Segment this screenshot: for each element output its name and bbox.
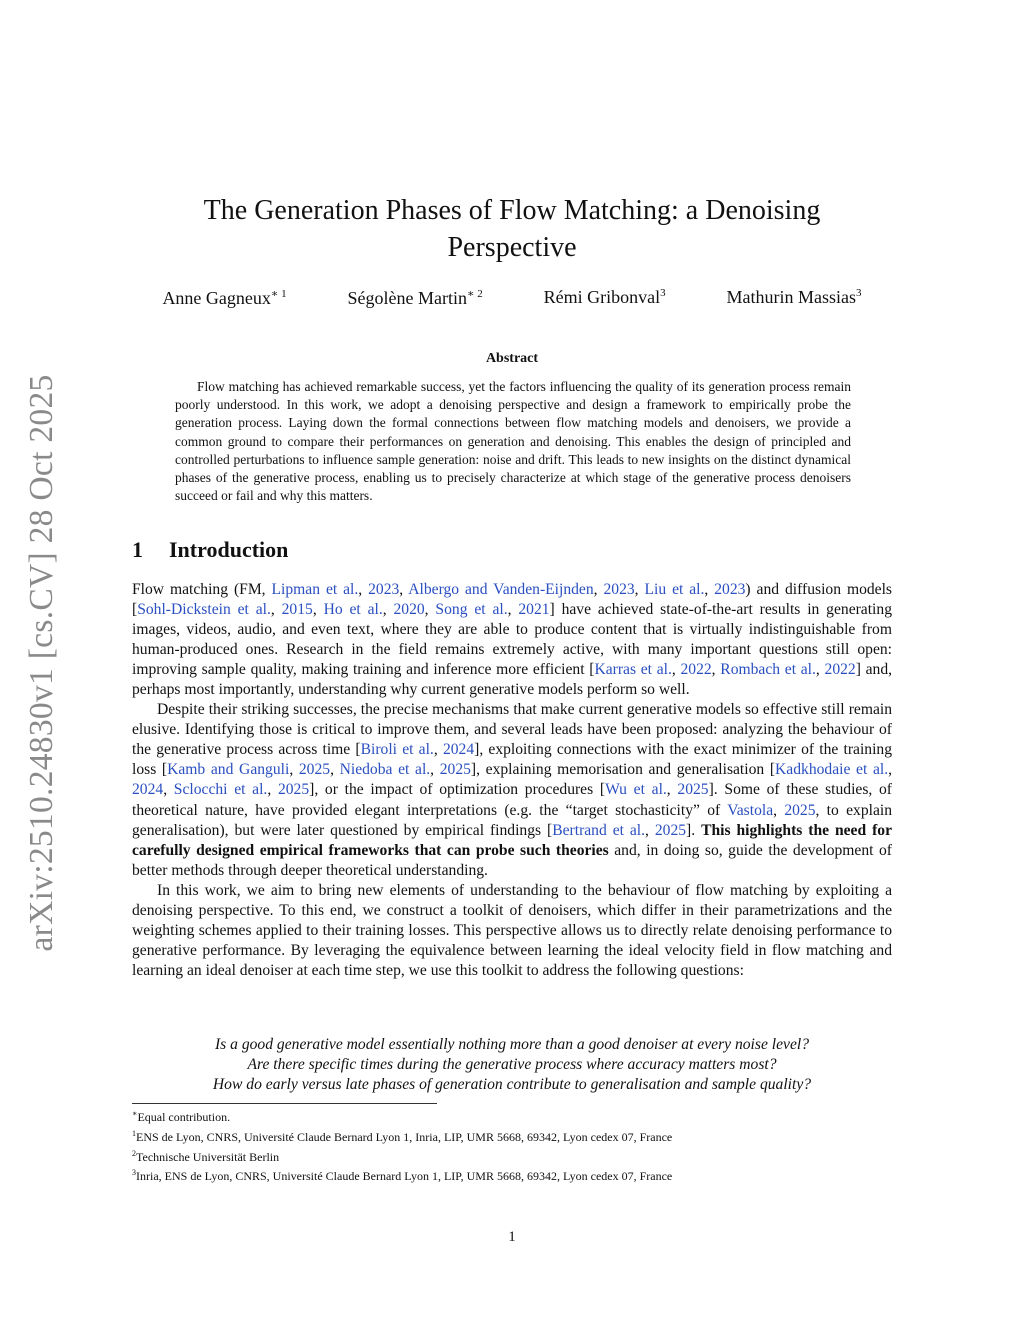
footnote: $^2$Technische Universität Berlin <box>132 1148 280 1164</box>
text-run: , <box>330 761 340 779</box>
paragraph <box>132 700 892 880</box>
bold-text: This highlights the need for carefully designed empirical frameworks that can probe such theories <box>132 821 892 859</box>
citation-link[interactable]: Niedoba et al. <box>339 761 431 779</box>
text-run: , <box>815 661 825 679</box>
paragraph <box>132 580 892 700</box>
citation-link[interactable]: Song et al. <box>435 601 508 619</box>
citation-link[interactable]: Lipman et al. <box>271 581 359 598</box>
footnote-divider <box>132 1103 437 1104</box>
text-run: ] and, perhaps most importantly, understanding why current generative models perform so well. <box>132 661 893 699</box>
text-run: , to explain generalisation), but were later questioned by empirical findings [ <box>132 801 892 839</box>
body-text <box>132 580 892 981</box>
text-run: , <box>666 781 678 799</box>
author: Ségolène Martin$^{∗ 2}$ <box>347 288 483 308</box>
text-run: ], exploiting connections with the exact minimizer of the training loss [ <box>132 741 893 779</box>
citation-link[interactable]: 2025 <box>439 761 471 779</box>
text-run: , <box>163 781 174 799</box>
abstract-text: Flow matching has achieved remarkable success, yet the factors influencing the quality of its generation process remain poorly understood. In this work, we adopt a denoising perspective and design a framework to empirically probe the generation process. Laying down the formal connections between flow matching models and denoisers, we provide a common ground to compare their performances on generation and denoising. This enables the design of principled and controlled perturbations to influence sample generation: noise and drift. This leads to new insights on the distinct dynamical phases of the generative process, enabling us to precisely characterize at which stage of the generative process denoisers succeed or fail and why this matters. <box>175 379 851 504</box>
text-run: , <box>289 761 299 779</box>
citation-link[interactable]: Liu et al. <box>644 581 705 598</box>
citation-link[interactable]: 2025 <box>654 821 687 839</box>
text-run: Flow matching (FM, <box>132 581 272 598</box>
text-run: , <box>634 581 645 598</box>
text-run: , <box>424 601 436 619</box>
citation-link[interactable]: Sclocchi et al. <box>173 781 268 799</box>
citation-link[interactable]: 2020 <box>393 601 425 619</box>
text-run: , <box>711 661 721 679</box>
text-run: , <box>888 761 893 779</box>
citation-link[interactable]: 2023 <box>368 581 400 598</box>
text-run: , <box>430 761 440 779</box>
citation-link[interactable]: 2024 <box>442 741 475 759</box>
citation-link[interactable]: 2023 <box>603 581 635 598</box>
abstract-heading: Abstract <box>485 351 539 366</box>
citation-link[interactable]: 2023 <box>714 581 746 598</box>
text-run: and, in doing so, guide the development of better methods through deeper theoretical understanding. <box>132 841 892 879</box>
citation-link[interactable]: Karras et al. <box>594 661 672 679</box>
author-list <box>132 287 892 309</box>
text-run: ] have achieved state-of-the-art results in generating images, videos, audio, and even text, where they are able to produce content that is virtually indistinguishable from human-produced ones. Research in the field remains extremely active, with many important questions still open: improving sample quality, making training and inference more efficient [ <box>132 601 892 679</box>
citation-link[interactable]: Kamb and Ganguli <box>167 761 290 779</box>
text-run: , <box>704 581 715 598</box>
citation-link[interactable]: 2021 <box>518 601 550 619</box>
citation-link[interactable]: Wu et al. <box>605 781 667 799</box>
text-run: , <box>267 781 278 799</box>
citation-link[interactable]: Bertrand et al. <box>552 821 646 839</box>
text-run: ], explaining memorisation and generalisation [ <box>470 761 776 779</box>
text-run: , <box>433 741 443 759</box>
citation-link[interactable]: 2015 <box>281 601 313 619</box>
citation-link[interactable]: 2025 <box>277 781 310 799</box>
text-run: ]. Some of these studies, of theoretical nature, have provided elegant interpretations (e.g. the “target stochasticity” of <box>132 781 892 819</box>
text-run: , <box>671 661 681 679</box>
author: Mathurin Massias$^3$ <box>726 287 862 307</box>
footnote: ∗Equal contribution. <box>132 1109 231 1124</box>
text-run: , <box>773 801 785 819</box>
research-questions <box>132 1035 892 1095</box>
citation-link[interactable]: Vastola <box>727 801 774 819</box>
text-run: ], or the impact of optimization procedures [ <box>309 781 606 799</box>
text-run: In this work, we aim to bring new elements of understanding to the behaviour of flow matching by exploiting a denoising perspective. To this end, we construct a toolkit of denoisers, which differ in their parametrizations and the weighting schemes applied to their training losses. This perspective allows us to directly relate denoising performance to generative performance. By leveraging the equivalence between learning the ideal velocity field in flow matching and learning an ideal denoiser at each time step, we use this toolkit to address the following questions: <box>132 881 892 979</box>
text-run: ) and diffusion models [ <box>132 581 892 619</box>
text-run: , <box>270 601 282 619</box>
text-run: ]. <box>686 821 702 839</box>
citation-link[interactable]: Ho et al. <box>323 601 383 619</box>
section-number: 1 <box>132 537 143 562</box>
section-title: Introduction <box>169 537 289 562</box>
citation-link[interactable]: 2024 <box>132 781 164 799</box>
citation-link[interactable]: 2025 <box>298 761 331 779</box>
footnotes <box>132 1106 892 1185</box>
footnote: $^1$ENS de Lyon, CNRS, Université Claude Bernard Lyon 1, Inria, LIP, UMR 5668, 69342, Lyon cedex 07, France <box>132 1128 673 1144</box>
text-run: , <box>382 601 394 619</box>
citation-link[interactable]: Albergo and Vanden-Eijnden <box>408 581 594 598</box>
text-run: , <box>358 581 369 598</box>
citation-link[interactable]: 2025 <box>784 801 816 819</box>
citation-link[interactable]: Kadkhodaie et al. <box>775 761 889 779</box>
citation-link[interactable]: Sohl-Dickstein et al. <box>137 601 271 619</box>
question: Are there specific times during the generative process where accuracy matters most? <box>247 1056 777 1073</box>
citation-link[interactable]: Biroli et al. <box>360 741 434 759</box>
paragraph <box>132 881 892 981</box>
section-heading <box>132 537 288 563</box>
page-number: 1 <box>508 1229 516 1245</box>
citation-link[interactable]: 2022 <box>680 661 712 679</box>
author: Rémi Gribonval$^3$ <box>543 287 666 307</box>
text-run: Despite their striking successes, the precise mechanisms that make current generative models so effective still remain elusive. Identifying those is critical to improve them, and several leads have been proposed: analyzing the behaviour of the generative process across time [ <box>132 701 892 759</box>
text-run: , <box>507 601 519 619</box>
citation-link[interactable]: Rombach et al. <box>720 661 816 679</box>
author: Anne Gagneux$^{∗ 1}$ <box>162 288 287 308</box>
paper-title: The Generation Phases of Flow Matching: a Denoising Perspective <box>203 195 821 263</box>
arxiv-sidebar-stamp: arXiv:2510.24830v1 [cs.CV] 28 Oct 2025 <box>23 374 60 952</box>
citation-link[interactable]: 2022 <box>824 661 856 679</box>
citation-link[interactable]: 2025 <box>677 781 709 799</box>
footnote: $^3$Inria, ENS de Lyon, CNRS, Université Claude Bernard Lyon 1, LIP, UMR 5668, 69342, Lyon cedex 07, France <box>132 1168 673 1184</box>
text-run: , <box>312 601 324 619</box>
text-run: , <box>593 581 604 598</box>
text-run: , <box>645 821 655 839</box>
text-run: , <box>399 581 409 598</box>
question: How do early versus late phases of generation contribute to generalisation and sample quality? <box>212 1076 812 1093</box>
question: Is a good generative model essentially nothing more than a good denoiser at every noise level? <box>214 1036 810 1053</box>
